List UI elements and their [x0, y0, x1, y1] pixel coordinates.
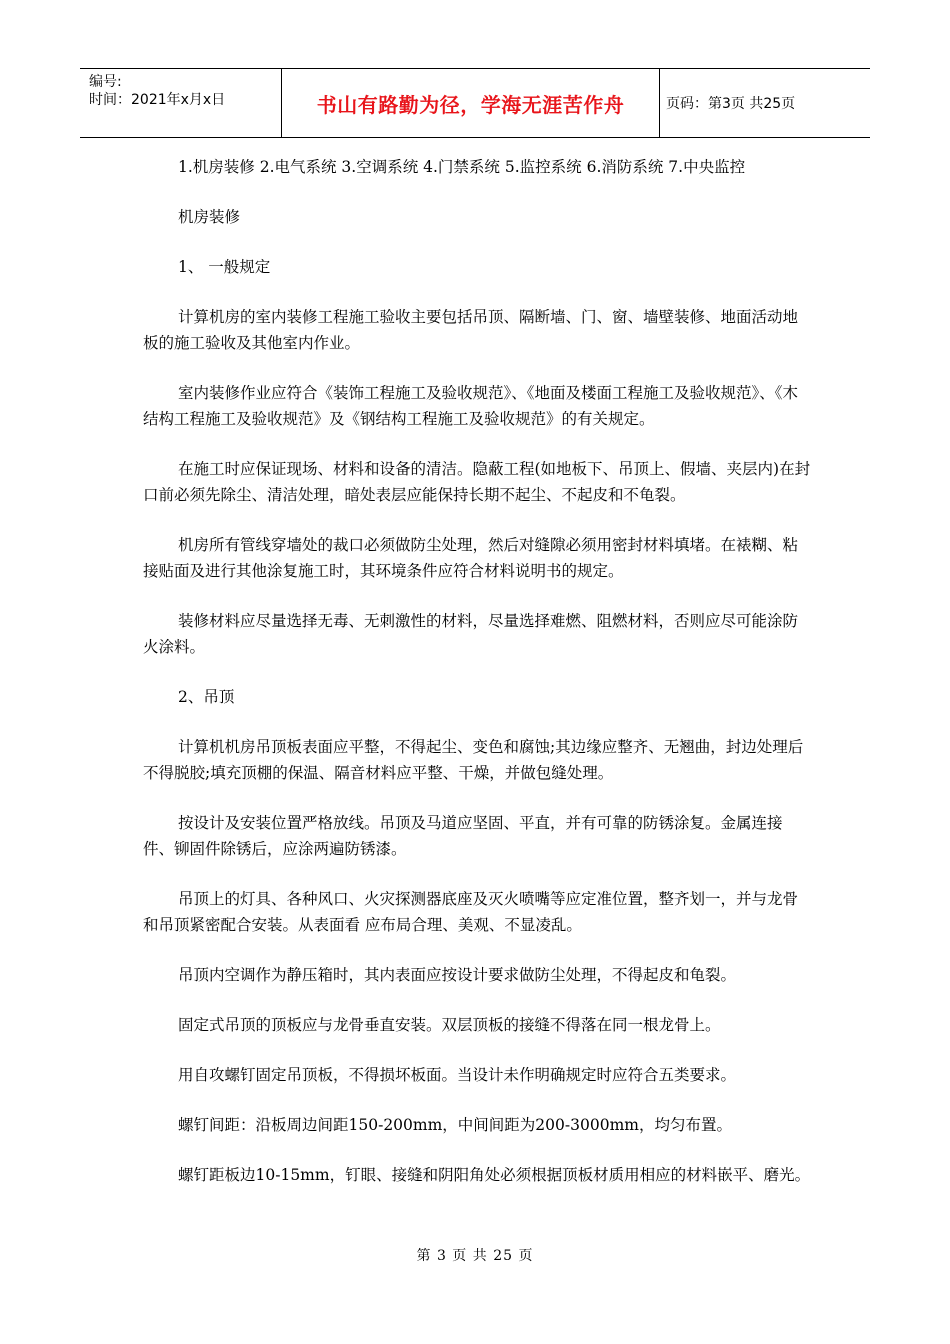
- body-paragraph: 按设计及安装位置严格放线。吊顶及马道应坚固、平直，并有可靠的防锈涂复。金属连接件、铆固件除锈后，应涂两遍防锈漆。: [143, 814, 783, 858]
- body-paragraph: 计算机机房吊顶板表面应平整，不得起尘、变色和腐蚀;其边缘应整齐、无翘曲，封边处理后不得脱胶;填充顶棚的保温、隔音材料应平整、干燥，并做包缝处理。: [143, 738, 804, 782]
- document-number-label: 编号:: [89, 74, 122, 90]
- page-footer: [0, 1245, 950, 1265]
- body-paragraph: 在施工时应保证现场、材料和设备的清洁。隐蔽工程(如地板下、吊顶上、假墙、夹层内)在封口前必须先除尘、清洁处理，暗处表层应能保持长期不起尘、不起皮和不龟裂。: [143, 460, 811, 504]
- body-paragraph: 螺钉间距：沿板周边间距150-200mm，中间间距为200-3000mm，均匀布置。: [178, 1116, 732, 1134]
- body-paragraph: 吊顶上的灯具、各种风口、火灾探测器底座及灭火喷嘴等应定准位置，整齐划一，并与龙骨和吊顶紧密配合安装。从表面看 应布局合理、美观、不显凌乱。: [143, 890, 799, 934]
- body-paragraph: 固定式吊顶的顶板应与龙骨垂直安装。双层顶板的接缝不得落在同一根龙骨上。: [178, 1016, 721, 1034]
- toc-line: 1.机房装修 2.电气系统 3.空调系统 4.门禁系统 5.监控系统 6.消防系统 7.中央监控: [178, 158, 746, 176]
- document-body: [143, 154, 811, 1212]
- body-paragraph: 用自攻螺钉固定吊顶板，不得损坏板面。当设计未作明确规定时应符合五类要求。: [178, 1066, 737, 1084]
- header-motto: 书山有路勤为径，学海无涯苦作舟: [316, 92, 625, 117]
- body-paragraph: 螺钉距板边10-15mm，钉眼、接缝和阴阳角处必须根据顶板材质用相应的材料嵌平、磨光。: [178, 1166, 811, 1184]
- section-heading: 机房装修: [178, 208, 241, 226]
- page-header: [80, 68, 870, 138]
- header-motto-cell: [282, 69, 660, 137]
- header-meta: [80, 69, 282, 137]
- subsection-heading: 1、 一般规定: [178, 258, 271, 276]
- header-page-info-cell: [660, 69, 870, 137]
- header-page-info: 页码：第3页 共25页: [666, 96, 796, 112]
- body-paragraph: 吊顶内空调作为静压箱时，其内表面应按设计要求做防尘处理，不得起皮和龟裂。: [178, 966, 737, 984]
- footer-page-number: 第 3 页 共 25 页: [416, 1248, 534, 1264]
- body-paragraph: 计算机房的室内装修工程施工验收主要包括吊顶、隔断墙、门、窗、墙壁装修、地面活动地板的施工验收及其他室内作业。: [143, 308, 799, 352]
- body-paragraph: 装修材料应尽量选择无毒、无刺激性的材料，尽量选择难燃、阻燃材料，否则应尽可能涂防火涂料。: [143, 612, 799, 656]
- body-paragraph: 机房所有管线穿墙处的裁口必须做防尘处理，然后对缝隙必须用密封材料填堵。在裱糊、粘接贴面及进行其他涂复施工时，其环境条件应符合材料说明书的规定。: [143, 536, 799, 580]
- document-date: 时间：2021年x月x日: [89, 92, 226, 108]
- body-paragraph: 室内装修作业应符合《装饰工程施工及验收规范》、《地面及楼面工程施工及验收规范》、《木结构工程施工及验收规范》及《钢结构工程施工及验收规范》的有关规定。: [143, 384, 799, 428]
- subsection-heading: 2、吊顶: [178, 688, 235, 706]
